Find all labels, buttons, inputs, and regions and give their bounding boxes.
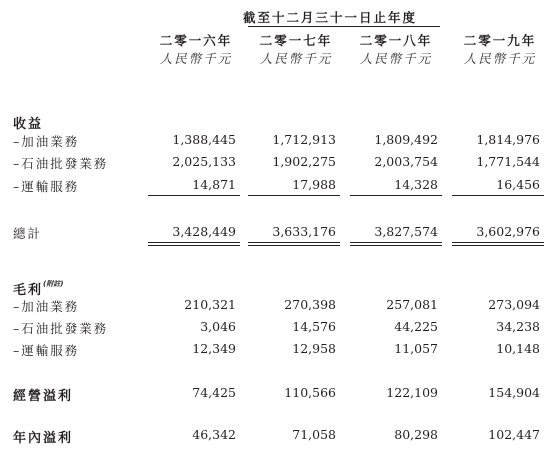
- unit-label-2019: 人民幣千元: [463, 51, 537, 66]
- revenue-value: 1,388,445: [172, 132, 236, 147]
- revenue-row-label: –加油業務: [13, 134, 80, 149]
- revenue-row-label: –石油批發業務: [13, 156, 109, 171]
- period-title-rule: [248, 26, 440, 27]
- gross-profit-value: 270,398: [284, 297, 336, 312]
- year-header-2016: 二零一六年: [159, 33, 233, 48]
- unit-label-2017: 人民幣千元: [259, 51, 333, 66]
- double-rule: [148, 242, 240, 243]
- total-value: 3,428,449: [172, 224, 236, 239]
- annual-profit-value: 71,058: [292, 427, 336, 442]
- gross-profit-value: 14,576: [292, 319, 336, 334]
- gross-profit-value: 273,094: [488, 297, 540, 312]
- gross-profit-row-label: –加油業務: [13, 299, 80, 314]
- annual-profit-value: 80,298: [394, 427, 438, 442]
- revenue-value: 2,025,133: [172, 154, 236, 169]
- total-value: 3,633,176: [272, 224, 336, 239]
- revenue-value: 14,871: [192, 177, 236, 192]
- double-rule: [452, 242, 544, 243]
- gross-profit-value: 257,081: [386, 297, 438, 312]
- operating-profit-value: 122,109: [386, 385, 438, 400]
- annual-profit-value: 102,447: [488, 427, 540, 442]
- annual-profit-value: 46,342: [192, 427, 236, 442]
- operating-profit-value: 74,425: [192, 385, 236, 400]
- gross-profit-value: 44,225: [394, 319, 438, 334]
- revenue-value: 1,712,913: [272, 132, 336, 147]
- gross-profit-value: 210,321: [184, 297, 236, 312]
- gross-profit-value: 11,057: [394, 341, 438, 356]
- unit-label-2016: 人民幣千元: [159, 51, 233, 66]
- gross-profit-value: 34,238: [496, 319, 540, 334]
- subtotal-rule: [350, 195, 442, 196]
- gross-profit-note: (附註): [43, 280, 64, 288]
- revenue-value: 16,456: [496, 177, 540, 192]
- revenue-value: 1,814,976: [476, 132, 540, 147]
- gross-profit-section-title: [13, 279, 63, 298]
- double-rule: [248, 245, 340, 246]
- gross-profit-title: 毛利: [13, 283, 44, 298]
- operating-profit-value: 154,904: [488, 385, 540, 400]
- gross-profit-value: 12,349: [192, 341, 236, 356]
- gross-profit-row-label: –運輸服務: [13, 343, 80, 358]
- subtotal-rule: [452, 195, 544, 196]
- revenue-value: 1,771,544: [476, 154, 540, 169]
- total-value: 3,602,976: [476, 224, 540, 239]
- annual-profit-label: 年內溢利: [13, 431, 74, 446]
- unit-label-2018: 人民幣千元: [359, 51, 433, 66]
- revenue-value: 1,902,275: [272, 154, 336, 169]
- gross-profit-value: 12,958: [292, 341, 336, 356]
- total-label: 總計: [13, 226, 43, 241]
- gross-profit-value: 10,148: [496, 341, 540, 356]
- double-rule: [148, 245, 240, 246]
- double-rule: [350, 245, 442, 246]
- total-value: 3,827,574: [374, 224, 438, 239]
- revenue-value: 17,988: [292, 177, 336, 192]
- gross-profit-value: 3,046: [200, 319, 236, 334]
- revenue-value: 14,328: [394, 177, 438, 192]
- double-rule: [452, 245, 544, 246]
- year-header-2019: 二零一九年: [463, 33, 537, 48]
- revenue-section-title: 收益: [13, 117, 44, 132]
- operating-profit-value: 110,566: [284, 385, 336, 400]
- revenue-value: 2,003,754: [374, 154, 438, 169]
- gross-profit-row-label: –石油批發業務: [13, 321, 109, 336]
- period-title: 截至十二月三十一日止年度: [243, 10, 418, 25]
- year-header-2018: 二零一八年: [359, 33, 433, 48]
- operating-profit-label: 經營溢利: [13, 389, 74, 404]
- revenue-row-label: –運輸服務: [13, 179, 80, 194]
- subtotal-rule: [248, 195, 340, 196]
- double-rule: [350, 242, 442, 243]
- subtotal-rule: [148, 195, 240, 196]
- year-header-2017: 二零一七年: [259, 33, 333, 48]
- double-rule: [248, 242, 340, 243]
- revenue-value: 1,809,492: [374, 132, 438, 147]
